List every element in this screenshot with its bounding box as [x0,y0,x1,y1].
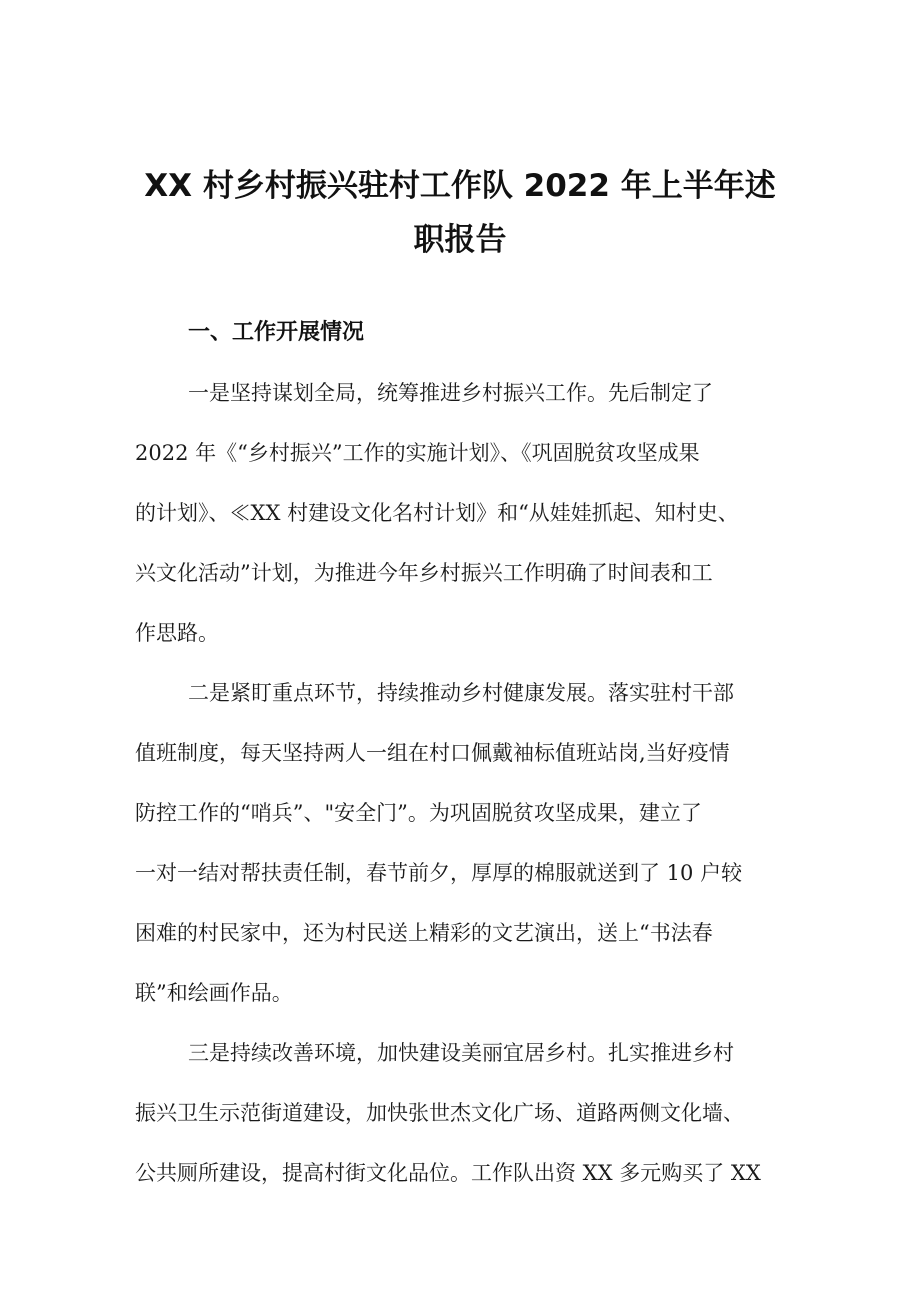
document-title-line-2: 职报告 [413,222,507,258]
paragraph-3-line-3: 公共厕所建设，提高村街文化品位。工作队出资 XX 多元购买了 XX [135,1161,761,1185]
paragraph-1-line-3: 的计划》、≪XX 村建设文化名村计划》和“从娃娃抓起、知村史、 [135,501,739,525]
paragraph-1-line-1: 一是坚持谋划全局，统筹推进乡村振兴工作。先后制定了 [188,381,713,405]
paragraph-2-line-2: 值班制度，每天坚持两人一组在村口佩戴袖标值班站岗,当好疫情 [135,741,730,765]
paragraph-1-line-5: 作思路。 [135,621,219,645]
paragraph-2-line-3: 防控工作的“哨兵”、"安全门”。为巩固脱贫攻坚成果，建立了 [135,801,702,825]
paragraph-2-line-1: 二是紧盯重点环节，持续推动乡村健康发展。落实驻村干部 [188,681,734,705]
paragraph-2-line-4: 一对一结对帮扶责任制，春节前夕，厚厚的棉服就送到了 10 户较 [135,861,743,885]
paragraph-1-line-2: 2022 年《“乡村振兴”工作的实施计划》、《巩固脱贫攻坚成果 [135,441,700,465]
paragraph-3-line-1: 三是持续改善环境，加快建设美丽宜居乡村。扎实推进乡村 [188,1041,734,1065]
paragraph-3-line-2: 振兴卫生示范街道建设，加快张世杰文化广场、道路两侧文化墙、 [135,1101,744,1125]
section-heading: 一、工作开展情况 [188,320,365,345]
document-title-line-1: XX 村乡村振兴驻村工作队 2022 年上半年述 [144,168,776,204]
paragraph-2-line-5: 困难的村民家中，还为村民送上精彩的文艺演出，送上“书法春 [135,921,713,945]
paragraph-1-line-4: 兴文化活动”计划，为推进今年乡村振兴工作明确了时间表和工 [135,561,713,585]
paragraph-2-line-6: 联”和绘画作品。 [135,981,293,1005]
